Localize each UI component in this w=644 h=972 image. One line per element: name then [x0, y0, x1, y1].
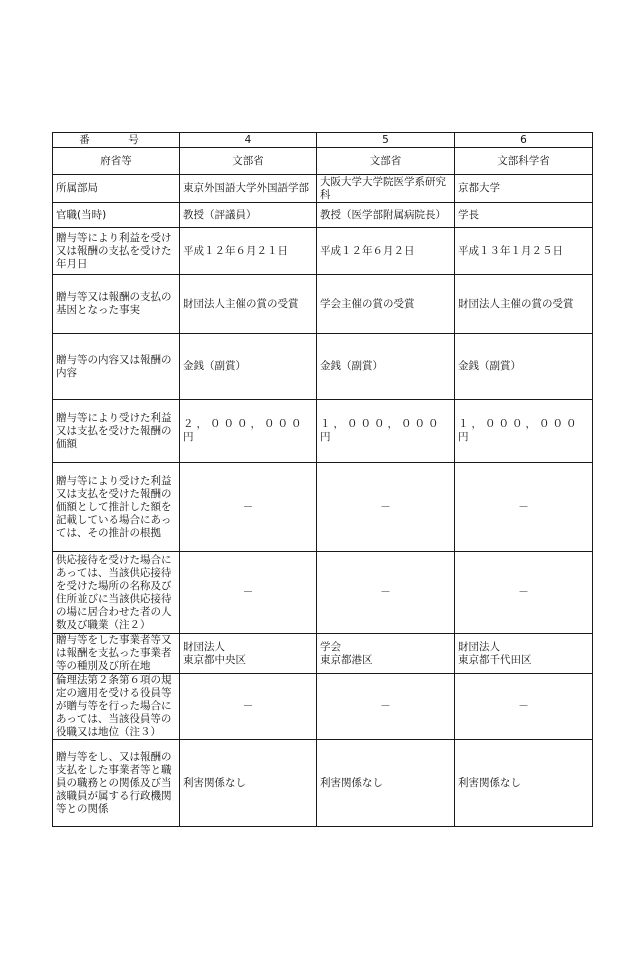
cell-value: 大阪大学大学院医学系研究科 [317, 175, 455, 203]
row-content [53, 334, 593, 400]
cell-value: 平成１３年１月２５日 [455, 228, 593, 275]
number-cell: 4 [180, 133, 317, 148]
giver-type: 学会 [320, 640, 341, 653]
cell-value [317, 634, 455, 674]
cell-value: 平成１２年６月２日 [317, 228, 455, 275]
cell-value: ２，０００，０００円 [180, 400, 317, 463]
disclosure-table [52, 132, 593, 827]
row-label: 贈与等又は報酬の支払の基因となった事実 [53, 275, 180, 334]
ministry-cell: 文部科学省 [455, 148, 593, 175]
cell-value: 利害関係なし [317, 740, 455, 827]
row-estimate-basis [53, 463, 593, 552]
cell-value: １，０００，０００円 [317, 400, 455, 463]
cell-value: 財団法人主催の賞の受賞 [180, 275, 317, 334]
cell-value: － [317, 552, 455, 634]
row-entertainment [53, 552, 593, 634]
row-label: 贈与等により受けた利益又は支払を受けた報酬の価額 [53, 400, 180, 463]
cell-value: － [317, 463, 455, 552]
cell-value: － [180, 674, 317, 740]
row-label: 贈与等をした事業者等又は報酬を支払った事業者等の種別及び所在地 [53, 634, 180, 674]
cell-value: － [455, 552, 593, 634]
row-label: 贈与等により受けた利益又は支払を受けた報酬の価額として推計した額を記載している場合にあっては、その推計の根拠 [53, 463, 180, 552]
giver-location: 東京都千代田区 [458, 653, 532, 666]
row-label: 所属部局 [53, 175, 180, 203]
cell-value: 学長 [455, 203, 593, 228]
cell-value: 金銭（副賞） [317, 334, 455, 400]
cell-value [455, 634, 593, 674]
cell-value: － [455, 674, 593, 740]
giver-location: 東京都中央区 [183, 653, 246, 666]
ministry-label: 府省等 [53, 148, 180, 175]
cell-value: 利害関係なし [180, 740, 317, 827]
cell-value: － [180, 552, 317, 634]
row-amount [53, 400, 593, 463]
row-label: 贈与等の内容又は報酬の内容 [53, 334, 180, 400]
cell-value: 教授（医学部附属病院長） [317, 203, 455, 228]
cell-value: １，０００，０００円 [455, 400, 593, 463]
cell-value: － [455, 463, 593, 552]
row-date [53, 228, 593, 275]
cell-value: 学会主催の賞の受賞 [317, 275, 455, 334]
giver-location: 東京都港区 [320, 653, 373, 666]
row-relationship [53, 740, 593, 827]
cell-value: 利害関係なし [455, 740, 593, 827]
cell-value: 京都大学 [455, 175, 593, 203]
row-giver [53, 634, 593, 674]
header-row-number [53, 133, 593, 148]
row-label: 倫理法第２条第６項の規定の適用を受ける役員等が贈与等を行った場合にあっては、当該役員等の役職又は地位（注３） [53, 674, 180, 740]
cell-value: 平成１２年６月２１日 [180, 228, 317, 275]
giver-type: 財団法人 [183, 640, 225, 653]
header-row-ministry [53, 148, 593, 175]
cell-value: 東京外国語大学外国語学部 [180, 175, 317, 203]
ministry-cell: 文部省 [180, 148, 317, 175]
cell-value: － [317, 674, 455, 740]
row-position [53, 203, 593, 228]
giver-type: 財団法人 [458, 640, 500, 653]
number-cell: 6 [455, 133, 593, 148]
number-cell: 5 [317, 133, 455, 148]
cell-value: 財団法人主催の賞の受賞 [455, 275, 593, 334]
cell-value: 金銭（副賞） [180, 334, 317, 400]
row-officer [53, 674, 593, 740]
row-label: 官職(当時) [53, 203, 180, 228]
cell-value: － [180, 463, 317, 552]
row-label: 贈与等をし、又は報酬の支払をした事業者等と職員の職務との関係及び当該職員が属する行政機関等との関係 [53, 740, 180, 827]
cell-value [180, 634, 317, 674]
row-label: 供応接待を受けた場合にあっては、当該供応接待を受けた場所の名称及び住所並びに当該供応接待の場に居合わせた者の人数及び職業（注２） [53, 552, 180, 634]
row-label: 贈与等により利益を受け又は報酬の支払を受けた年月日 [53, 228, 180, 275]
ministry-cell: 文部省 [317, 148, 455, 175]
number-label: 番 号 [53, 133, 180, 148]
row-cause [53, 275, 593, 334]
cell-value: 金銭（副賞） [455, 334, 593, 400]
cell-value: 教授（評議員） [180, 203, 317, 228]
row-department [53, 175, 593, 203]
